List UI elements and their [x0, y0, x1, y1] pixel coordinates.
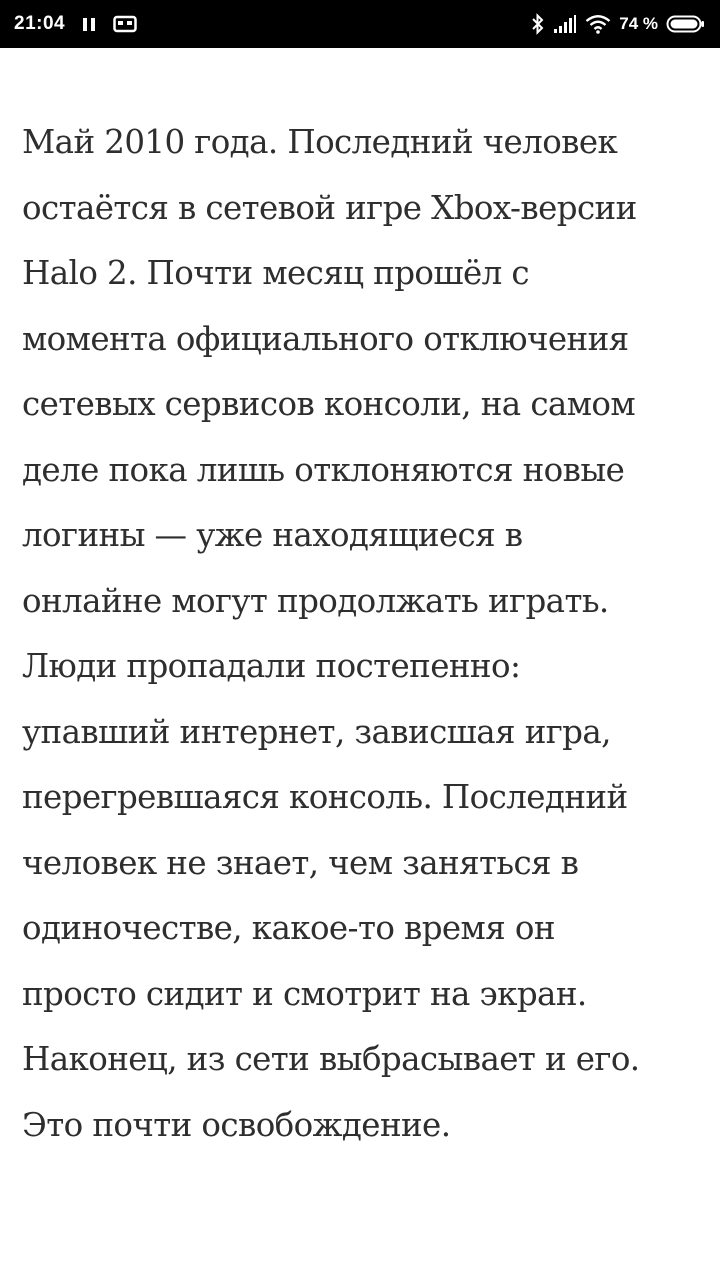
status-bar: [0, 0, 720, 48]
vr-headset-icon: [113, 15, 137, 33]
wifi-icon: [585, 14, 611, 34]
article-text: Май 2010 года. Последний человек остаётся в сетевой игре Xbox-версии Halo 2. Почти месяц прошёл с момента официального отключения сетевых сервисов консоли, на самом деле пока лишь отклоняются новые логины — уже находящиеся в онлайне могут продолжать играть. Люди пропадали постепенно: упавший интернет, зависшая игра, перегревшаяся консоль. Последний человек не знает, чем заняться в одиночестве, какое-то время он просто сидит и смотрит на экран. Наконец, из сети выбрасывает и его. Это почти освобождение.: [22, 123, 640, 1144]
bluetooth-icon: [531, 13, 545, 35]
battery-icon: [666, 14, 706, 34]
status-time: 21:04: [14, 13, 66, 34]
status-bar-right: [531, 13, 706, 35]
cell-signal-icon: [553, 14, 577, 34]
pause-icon: [83, 18, 95, 31]
status-bar-left: [14, 13, 137, 35]
battery-percent: 74 %: [619, 14, 658, 33]
